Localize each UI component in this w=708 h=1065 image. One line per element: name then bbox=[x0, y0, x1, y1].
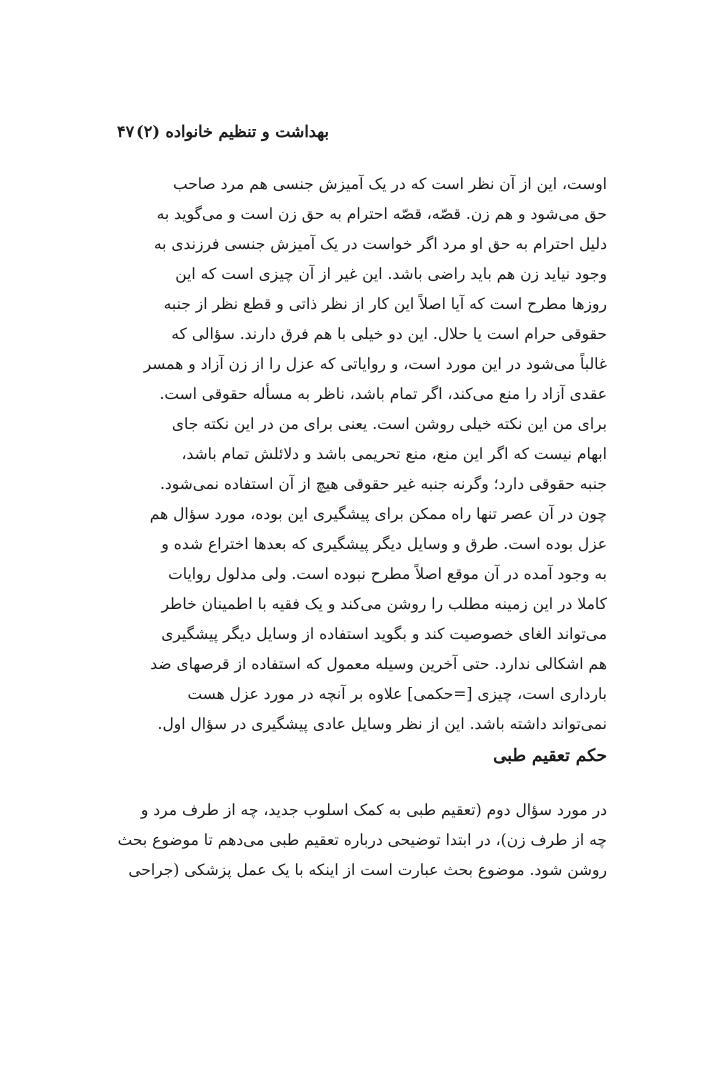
text-line: حقوقی حرام است یا حلال. این دو خیلی با هم فرق دارند. سؤالی که bbox=[171, 325, 607, 343]
text-line: عقدی آزاد را منع می‌کند، اگر تمام باشد، ناظر به مسأله حقوقی است. bbox=[159, 385, 607, 403]
body-paragraph-1 bbox=[117, 169, 607, 739]
text-line: بارداری است، چیزی [=حکمی] علاوه بر آنچه در مورد عزل هست bbox=[187, 685, 607, 703]
page-number: ۴۷ bbox=[117, 121, 135, 141]
text-line: برای من این نکته خیلی روشن است. یعنی برای من در این نکته جای bbox=[171, 415, 607, 433]
text-line: کاملا در این زمینه مطلب را روشن می‌کند و یک فقیه با اطمینان خاطر bbox=[161, 595, 607, 613]
text-line: ابهام نیست که اگر این منع، منع تحریمی باشد و دلائلش تمام باشد، bbox=[181, 445, 607, 463]
section-heading: حکم تعقیم طبی bbox=[493, 746, 607, 766]
running-head bbox=[117, 116, 329, 146]
text-line: حق می‌شود و هم زن. قصّه، قصّه احترام به حق زن است و می‌گوید به bbox=[156, 205, 607, 223]
text-line: چون در آن عصر تنها راه ممکن برای پیشگیری این بوده، مورد سؤال هم bbox=[149, 505, 607, 523]
text-line: هم اشکالی ندارد. حتی آخرین وسیله معمول که استفاده از قرصهای ضد bbox=[150, 655, 607, 673]
text-line: در مورد سؤال دوم (تعقیم طبی به کمک اسلوب جدید، چه از طرف مرد و bbox=[140, 801, 607, 819]
text-line: روشن شود. موضوع بحث عبارت است از اینکه با یک عمل پزشکی (جراحی bbox=[128, 861, 607, 879]
text-line: دلیل احترام به حق او مرد اگر خواست در یک آمیزش جنسی فرزندی به bbox=[153, 235, 607, 253]
text-line: روزها مطرح است که آیا اصلاً این کار از نظر ذاتی و قطع نظر از جنبه bbox=[163, 295, 607, 313]
text-line: غالباً می‌شود در این مورد است، و روایاتی که عزل را از زن آزاد و همسر bbox=[143, 355, 607, 373]
text-line: وجود نیاید زن هم باید راضی باشد. این غیر از آن چیزی است که این bbox=[175, 265, 607, 283]
text-line: چه از طرف زن)، در ابتدا توضیحی درباره تعقیم طبی می‌دهم تا موضوع بحث bbox=[117, 831, 607, 849]
text-line: عزل بوده است. طرق و وسایل دیگر پیشگیری که بعدها اختراع شده و bbox=[161, 535, 607, 553]
text-line: اوست، این از آن نظر است که در یک آمیزش جنسی هم مرد صاحب bbox=[172, 175, 607, 193]
text-line: می‌تواند الغای خصوصیت کند و بگوید استفاده از وسایل دیگر پیشگیری bbox=[161, 625, 607, 643]
text-line: به وجود آمده در آن موقع اصلاً مطرح نبوده است. ولی مدلول روایات bbox=[168, 565, 607, 583]
text-line: نمی‌تواند داشته باشد. این از نظر وسایل عادی پیشگیری در سؤال اول. bbox=[157, 715, 607, 733]
text-line: جنبه حقوقی دارد؛ وگرنه جنبه غیر حقوقی هیچ از آن استفاده نمی‌شود. bbox=[159, 475, 607, 493]
running-head-title: بهداشت و تنظیم خانواده (۲) bbox=[136, 121, 329, 141]
body-paragraph-2 bbox=[117, 795, 607, 885]
